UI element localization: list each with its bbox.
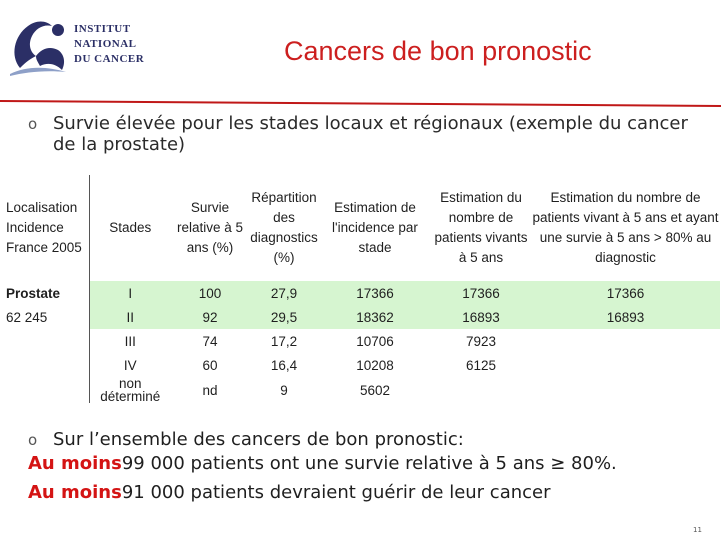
cell-survie: 60 [202, 357, 218, 373]
header-stades: Stades [109, 220, 152, 235]
cell-incidence: 10706 [356, 333, 394, 349]
cell-vivants: 17366 [431, 281, 531, 305]
cell-stade: II [89, 305, 171, 329]
bullet-circle-icon: o [28, 115, 38, 133]
cell-stade: III [124, 333, 136, 349]
cell-repartition: 17,2 [270, 333, 298, 349]
cell-stade: non déterminé [100, 376, 161, 403]
table-row [0, 305, 720, 329]
header-repartition: Répartition des diagnostics (%) [250, 190, 318, 265]
header-vivants-80: Estimation du nombre de patients vivant à 5 ans et ayant une survie à 5 ans > 80% au diagnostic [532, 190, 719, 265]
summary-bullet [28, 425, 718, 455]
summary-line-1-rest: 99 000 patients ont une survie relative à 5 ans ≥ 80%. [121, 453, 617, 474]
cell-vivants-80: 17366 [531, 281, 720, 305]
cell-vivants-80 [531, 377, 720, 403]
cell-repartition: 27,9 [249, 281, 319, 305]
cell-stade: IV [123, 357, 137, 373]
table-row [0, 377, 720, 403]
cell-vivants: 16893 [431, 305, 531, 329]
cell-vivants [431, 377, 531, 403]
bullet-circle-icon: o [28, 431, 38, 449]
title-divider [0, 100, 721, 108]
table-row [0, 329, 720, 353]
intro-bullet [28, 113, 708, 155]
header-vivants: Estimation du nombre de patients vivants à 5 ans [434, 190, 528, 265]
cell-incidence: 10208 [356, 357, 394, 373]
summary-line-1 [28, 453, 718, 474]
header-localisation: Localisation Incidence France 2005 [0, 175, 89, 281]
cell-localisation: Prostate [0, 281, 89, 305]
table-header-row [0, 175, 720, 281]
intro-text: Survie élevée pour les stades locaux et régionaux (exemple du cancer de la prostate) [53, 113, 688, 155]
cell-vivants: 6125 [465, 357, 497, 373]
cell-survie: 100 [171, 281, 249, 305]
summary-line-2-rest: 91 000 patients devraient guérir de leur cancer [121, 482, 551, 503]
cell-incidence: 17366 [319, 281, 431, 305]
summary-line-1-strong: Au moins [28, 453, 122, 474]
cell-vivants-80 [531, 329, 720, 353]
cell-vivants-80 [531, 353, 720, 377]
summary-line-2 [28, 482, 718, 503]
summary-bullet-text: Sur l’ensemble des cancers de bon pronostic: [53, 429, 464, 450]
cell-localisation [0, 353, 89, 377]
logo-text [74, 22, 144, 67]
cell-survie: nd [202, 382, 218, 398]
summary-line-2-strong: Au moins [28, 482, 122, 503]
cell-repartition: 9 [280, 382, 288, 398]
cell-survie: 92 [171, 305, 249, 329]
slide-title: Cancers de bon pronostic [284, 36, 592, 66]
cell-incidence: 5602 [359, 382, 391, 398]
table-row [0, 353, 720, 377]
cell-repartition: 29,5 [249, 305, 319, 329]
page-number: 11 [693, 526, 702, 534]
prostate-table [0, 175, 721, 403]
header-incidence: Estimation de l'incidence par stade [332, 200, 418, 255]
cell-incidence: 18362 [319, 305, 431, 329]
logo-line-3: DU CANCER [74, 53, 145, 65]
cell-localisation: 62 245 [0, 305, 89, 329]
cell-stade: I [89, 281, 171, 305]
logo-line-1: INSTITUT [74, 23, 131, 35]
cell-localisation [0, 329, 89, 353]
header-survie: Survie relative à 5 ans (%) [176, 200, 244, 255]
cell-repartition: 16,4 [270, 357, 298, 373]
cell-vivants-80: 16893 [531, 305, 720, 329]
cell-localisation [0, 377, 89, 403]
cell-vivants: 7923 [465, 333, 497, 349]
logo-line-2: NATIONAL [74, 38, 137, 50]
table-row [0, 281, 720, 305]
cell-survie: 74 [202, 333, 218, 349]
